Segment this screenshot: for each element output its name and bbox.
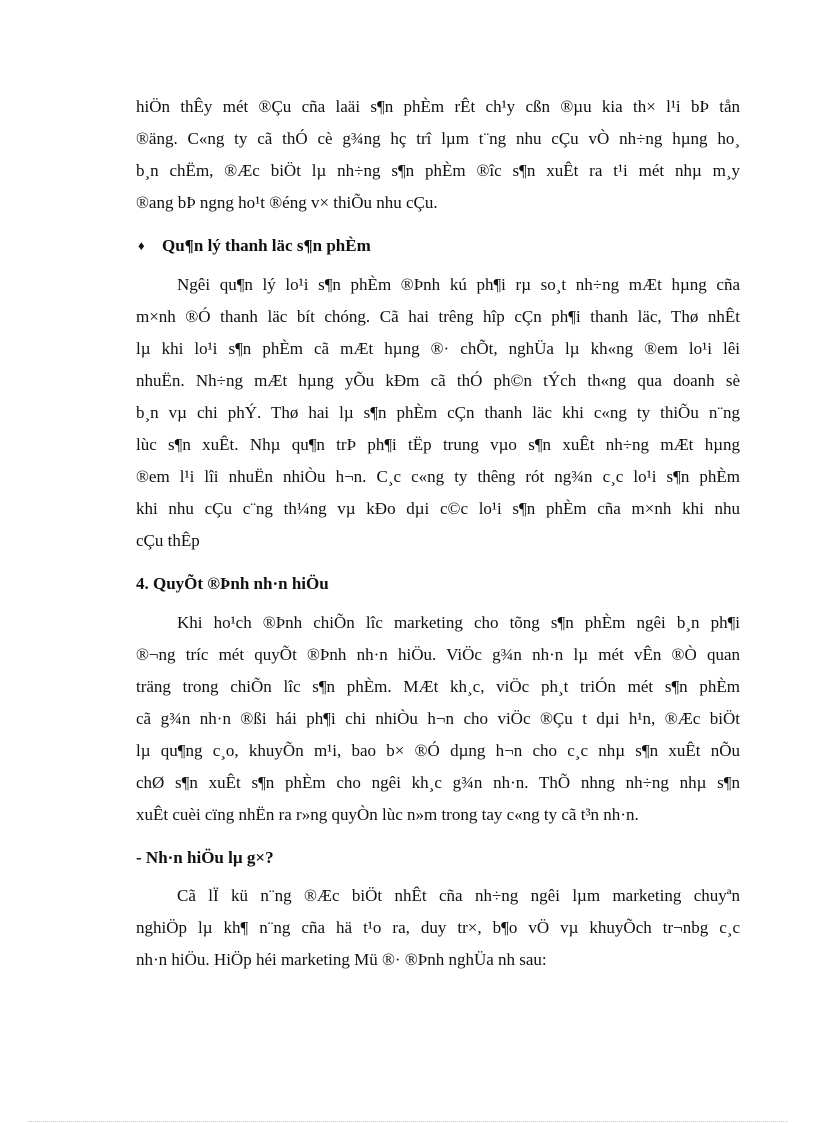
diamond-bullet-icon: ♦ — [138, 238, 145, 253]
paragraph-line: lµ qu¶ng c¸o, khuyÕn m¹i, bao b× ®Ó dµng h¬n cho c¸c nhµ s¶n xuÊt nÕu — [136, 741, 740, 760]
paragraph-line: khi nhu cÇu c¨ng th¼ng vµ kÐo dµi c©c lo¹i s¶n phÈm cña m×nh khi nhu — [136, 499, 740, 518]
paragraph-line: ®¬ng tríc mét quyÕt ®Þnh nh·n hiÖu. ViÖc g¾n nh·n lµ mét vÊn ®Ò quan — [136, 645, 740, 664]
paragraph-line: nh·n hiÖu. HiÖp héi marketing Mü ®· ®Þnh nghÜa nh sau: — [136, 950, 547, 969]
paragraph-line: m×nh ®Ó thanh läc bít chóng. Cã hai trêng hîp cÇn ph¶i thanh läc, Thø nhÊt — [136, 307, 740, 326]
paragraph-line: nhuËn. Nh÷ng mÆt hµng yÕu kÐm cã thÓ ph©n tÝch th«ng qua doanh sè — [136, 371, 740, 390]
section-heading: 4. QuyÕt ®Þnh nh·n hiÖu — [136, 574, 329, 593]
section-heading: Qu¶n lý thanh läc s¶n phÈm — [162, 236, 371, 255]
paragraph-line: ®em l¹i lîi nhuËn nhiÒu h¬n. C¸c c«ng ty thêng rót ng¾n c¸c lo¹i s¶n phÈm — [136, 467, 740, 486]
paragraph-line: chØ s¶n xuÊt s¶n phÈm cho ngêi kh¸c g¾n nh·n. ThÕ nhng nh÷ng nhµ s¶n — [136, 773, 740, 792]
paragraph-line: b¸n vµ chi phÝ. Thø hai lµ s¶n phÈm cÇn thanh läc khi c«ng ty thiÕu n¨ng — [136, 403, 740, 422]
paragraph-line: Cã lÏ kü n¨ng ®Æc biÖt nhÊt cña nh÷ng ngêi lµm marketing chuyªn — [177, 886, 740, 905]
paragraph-line: xuÊt cuèi cïng nhËn ra r»ng quyÒn lùc n»m trong tay c«ng ty cã t³n nh·n. — [136, 805, 639, 824]
paragraph-line: cÇu thÊp — [136, 531, 200, 550]
paragraph-line: nghiÖp lµ kh¶ n¨ng cña hä t¹o ra, duy tr×, b¶o vÖ vµ khuyÕch tr¬nbg c¸c — [136, 918, 740, 937]
paragraph-line: träng trong chiÕn lîc s¶n phÈm. MÆt kh¸c, viÖc ph¸t triÓn mét s¶n phÈm — [136, 677, 740, 696]
paragraph-line: Khi ho¹ch ®Þnh chiÕn lîc marketing cho tõng s¶n phÈm ngêi b¸n ph¶i — [177, 613, 740, 632]
paragraph-line: lùc s¶n xuÊt. Nhµ qu¶n trÞ ph¶i tËp trung vµo s¶n xuÊt nh÷ng mÆt hµng — [136, 435, 740, 454]
paragraph-line: ®äng. C«ng ty cã thÓ cè g¾ng hç trî lµm t¨ng nhu cÇu vÒ nh÷ng hµng ho¸ — [136, 129, 740, 148]
paragraph-line: Ngêi qu¶n lý lo¹i s¶n phÈm ®Þnh kú ph¶i rµ so¸t nh÷ng mÆt hµng cña — [177, 275, 740, 294]
paragraph-line: hiÖn thÊy mét ®Çu cña laäi s¶n phÈm rÊt ch¹y cßn ®µu kia th× l¹i bÞ tån — [136, 97, 740, 116]
paragraph-line: ®ang bÞ ngng ho¹t ®éng v× thiÕu nhu cÇu. — [136, 193, 438, 212]
footer-divider — [28, 1121, 788, 1122]
paragraph-line: cã g¾n nh·n ®ßi hái ph¶i chi nhiÒu h¬n cho viÖc ®Çu t dµi h¹n, ®Æc biÖt — [136, 709, 740, 728]
paragraph-line: lµ khi lo¹i s¶n phÈm cã mÆt hµng ®· chÕt, nghÜa lµ kh«ng ®em lo¹i lêi — [136, 339, 740, 358]
section-heading: - Nh·n hiÖu lµ g×? — [136, 848, 274, 867]
paragraph-line: b¸n chËm, ®Æc biÖt lµ nh÷ng s¶n phÈm ®îc s¶n xuÊt ra t¹i mét nhµ m¸y — [136, 161, 740, 180]
